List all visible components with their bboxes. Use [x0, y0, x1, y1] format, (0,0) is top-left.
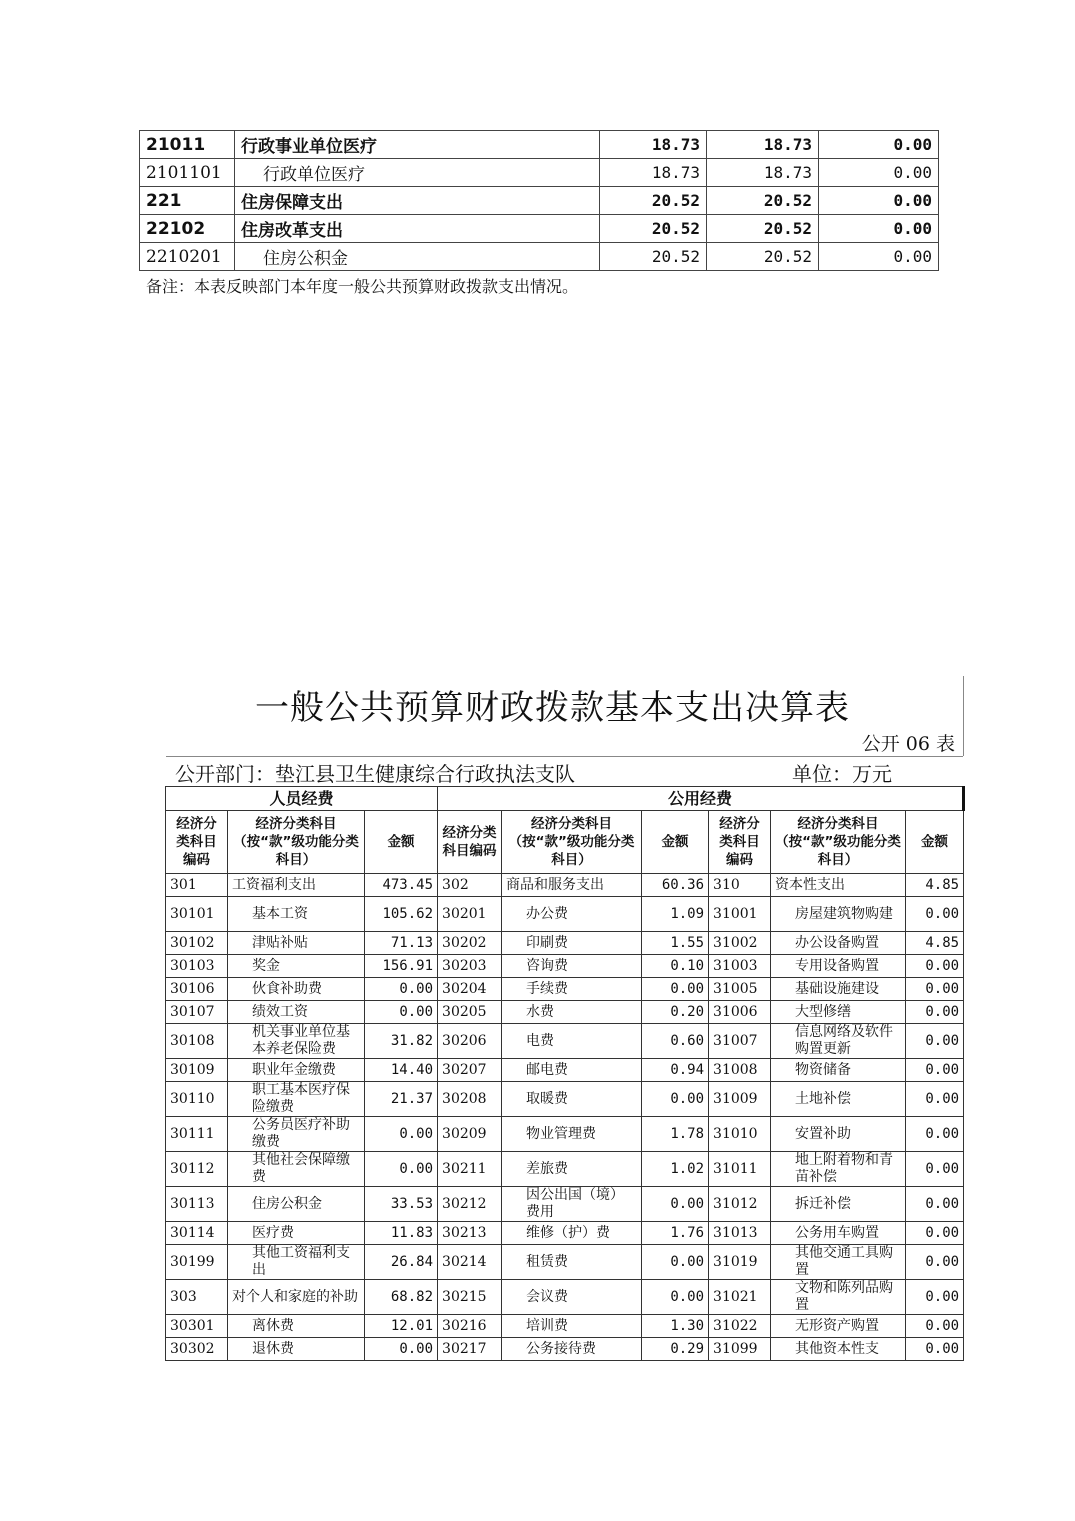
cell-code: 31006	[709, 1001, 771, 1024]
cell-name: 物资储备	[771, 1059, 906, 1082]
cell-name: 咨询费	[502, 955, 642, 978]
cell-name: 大型修缮	[771, 1001, 906, 1024]
cell-name: 其他工资福利支出	[228, 1245, 365, 1280]
cell-code: 30213	[438, 1222, 502, 1245]
table-row	[166, 874, 964, 897]
cell-name: 奖金	[228, 955, 365, 978]
row-value: 18.73	[600, 131, 707, 159]
cell-name: 租赁费	[502, 1245, 642, 1280]
row-value: 20.52	[600, 243, 707, 271]
cell-name: 机关事业单位基本养老保险费	[228, 1024, 365, 1059]
col-code-header: 经济分类科目编码	[709, 811, 771, 874]
cell-amount: 0.00	[906, 1059, 964, 1082]
cell-amount: 1.09	[642, 897, 709, 932]
cell-amount: 0.00	[365, 978, 438, 1001]
cell-code: 31013	[709, 1222, 771, 1245]
cell-amount: 0.00	[906, 1117, 964, 1152]
cell-code: 30201	[438, 897, 502, 932]
cell-amount: 60.36	[642, 874, 709, 897]
cell-code: 31001	[709, 897, 771, 932]
cell-code: 30215	[438, 1280, 502, 1315]
cell-amount: 0.00	[642, 978, 709, 1001]
cell-code: 30217	[438, 1338, 502, 1361]
table-row	[166, 1280, 964, 1315]
column-header-row	[166, 811, 964, 874]
cell-code: 30208	[438, 1082, 502, 1117]
cell-name: 差旅费	[502, 1152, 642, 1187]
cell-amount: 0.00	[906, 978, 964, 1001]
cell-amount: 0.00	[365, 1152, 438, 1187]
cell-amount: 1.76	[642, 1222, 709, 1245]
cell-amount: 0.00	[906, 1222, 964, 1245]
row-name: 住房公积金	[235, 243, 600, 271]
table-row	[166, 1082, 964, 1117]
table-row	[166, 1245, 964, 1280]
group-header-row	[166, 787, 964, 811]
cell-code: 302	[438, 874, 502, 897]
table-row	[140, 243, 939, 271]
cell-name: 医疗费	[228, 1222, 365, 1245]
cell-name: 培训费	[502, 1315, 642, 1338]
col-amount-header: 金额	[642, 811, 709, 874]
cell-code: 30101	[166, 897, 228, 932]
cell-code: 31002	[709, 932, 771, 955]
cell-name: 绩效工资	[228, 1001, 365, 1024]
cell-name: 职业年金缴费	[228, 1059, 365, 1082]
col-code-header: 经济分类科目编码	[438, 811, 502, 874]
cell-name: 离休费	[228, 1315, 365, 1338]
cell-amount: 0.94	[642, 1059, 709, 1082]
cell-amount: 0.00	[906, 1338, 964, 1361]
cell-amount: 11.83	[365, 1222, 438, 1245]
row-value: 20.52	[707, 215, 819, 243]
table-row	[166, 1222, 964, 1245]
cell-name: 其他社会保障缴费	[228, 1152, 365, 1187]
cell-name: 基础设施建设	[771, 978, 906, 1001]
cell-code: 31008	[709, 1059, 771, 1082]
table-row	[140, 131, 939, 159]
cell-code: 30103	[166, 955, 228, 978]
table-row	[166, 1338, 964, 1361]
table-row	[140, 187, 939, 215]
row-value: 20.52	[600, 215, 707, 243]
col-amount-header: 金额	[906, 811, 964, 874]
cell-amount: 0.00	[906, 1082, 964, 1117]
cell-name: 对个人和家庭的补助	[228, 1280, 365, 1315]
basic-expenditure-table	[165, 786, 965, 1361]
cell-name: 其他资本性支	[771, 1338, 906, 1361]
cell-code: 30212	[438, 1187, 502, 1222]
cell-name: 因公出国（境）费用	[502, 1187, 642, 1222]
report-title: 一般公共预算财政拨款基本支出决算表	[255, 688, 850, 728]
row-value: 20.52	[707, 187, 819, 215]
cell-name: 职工基本医疗保险缴费	[228, 1082, 365, 1117]
cell-code: 30203	[438, 955, 502, 978]
cell-amount: 4.85	[906, 874, 964, 897]
cell-amount: 0.00	[906, 955, 964, 978]
cell-amount: 0.00	[906, 1152, 964, 1187]
cell-amount: 0.00	[365, 1117, 438, 1152]
cell-code: 31005	[709, 978, 771, 1001]
cell-amount: 0.20	[642, 1001, 709, 1024]
group-personnel: 人员经费	[166, 787, 438, 811]
cell-code: 30207	[438, 1059, 502, 1082]
row-value: 18.73	[707, 159, 819, 187]
cell-code: 31099	[709, 1338, 771, 1361]
cell-name: 资本性支出	[771, 874, 906, 897]
table-row	[166, 1059, 964, 1082]
cell-code: 30211	[438, 1152, 502, 1187]
cell-amount: 473.45	[365, 874, 438, 897]
cell-code: 30301	[166, 1315, 228, 1338]
cell-amount: 0.00	[906, 1280, 964, 1315]
table-row	[166, 1152, 964, 1187]
row-value: 0.00	[819, 243, 939, 271]
cell-code: 30102	[166, 932, 228, 955]
cell-code: 30112	[166, 1152, 228, 1187]
row-name: 行政单位医疗	[235, 159, 600, 187]
cell-amount: 4.85	[906, 932, 964, 955]
cell-code: 31012	[709, 1187, 771, 1222]
cell-name: 文物和陈列品购置	[771, 1280, 906, 1315]
table-row	[166, 1001, 964, 1024]
col-name-header: 经济分类科目（按“款”级功能分类科目）	[228, 811, 365, 874]
cell-code: 30206	[438, 1024, 502, 1059]
cell-amount: 0.00	[906, 1245, 964, 1280]
cell-code: 30114	[166, 1222, 228, 1245]
cell-amount: 0.00	[642, 1082, 709, 1117]
cell-name: 取暖费	[502, 1082, 642, 1117]
row-name: 住房保障支出	[235, 187, 600, 215]
col-code-header: 经济分类科目编码	[166, 811, 228, 874]
table-row	[166, 897, 964, 932]
cell-name: 办公费	[502, 897, 642, 932]
cell-code: 30107	[166, 1001, 228, 1024]
cell-code: 30108	[166, 1024, 228, 1059]
cell-code: 31007	[709, 1024, 771, 1059]
table-row	[166, 1024, 964, 1059]
cell-amount: 0.00	[906, 897, 964, 932]
cell-amount: 31.82	[365, 1024, 438, 1059]
row-value: 20.52	[707, 243, 819, 271]
cell-code: 30302	[166, 1338, 228, 1361]
cell-amount: 26.84	[365, 1245, 438, 1280]
cell-amount: 0.00	[906, 1187, 964, 1222]
cell-name: 会议费	[502, 1280, 642, 1315]
row-value: 0.00	[819, 159, 939, 187]
cell-code: 30110	[166, 1082, 228, 1117]
table-row	[140, 215, 939, 243]
cell-amount: 0.00	[642, 1245, 709, 1280]
cell-name: 津贴补贴	[228, 932, 365, 955]
report-tag: 公开 06 表	[861, 733, 955, 755]
table-row	[166, 1117, 964, 1152]
cell-code: 31010	[709, 1117, 771, 1152]
cell-amount: 0.29	[642, 1338, 709, 1361]
cell-code: 30106	[166, 978, 228, 1001]
cell-amount: 1.78	[642, 1117, 709, 1152]
cell-amount: 14.40	[365, 1059, 438, 1082]
cell-name: 印刷费	[502, 932, 642, 955]
row-name: 住房改革支出	[235, 215, 600, 243]
row-value: 0.00	[819, 215, 939, 243]
cell-amount: 0.00	[906, 1315, 964, 1338]
cell-amount: 0.00	[365, 1338, 438, 1361]
cell-name: 办公设备购置	[771, 932, 906, 955]
cell-code: 31019	[709, 1245, 771, 1280]
cell-name: 安置补助	[771, 1117, 906, 1152]
cell-amount: 0.60	[642, 1024, 709, 1059]
cell-code: 31022	[709, 1315, 771, 1338]
cell-name: 公务用车购置	[771, 1222, 906, 1245]
cell-amount: 12.01	[365, 1315, 438, 1338]
cell-name: 退休费	[228, 1338, 365, 1361]
cell-name: 土地补偿	[771, 1082, 906, 1117]
row-code: 21011	[140, 131, 235, 159]
department-label: 公开部门：垫江县卫生健康综合行政执法支队	[175, 762, 575, 786]
cell-name: 公务接待费	[502, 1338, 642, 1361]
col-name-header: 经济分类科目（按“款”级功能分类科目）	[771, 811, 906, 874]
cell-amount: 21.37	[365, 1082, 438, 1117]
row-value: 18.73	[600, 159, 707, 187]
table-row	[166, 1187, 964, 1222]
cell-name: 电费	[502, 1024, 642, 1059]
cell-code: 30111	[166, 1117, 228, 1152]
cell-code: 30209	[438, 1117, 502, 1152]
cell-code: 31011	[709, 1152, 771, 1187]
row-value: 18.73	[707, 131, 819, 159]
row-code: 2101101	[140, 159, 235, 187]
cell-amount: 71.13	[365, 932, 438, 955]
table-row	[166, 932, 964, 955]
cell-amount: 0.10	[642, 955, 709, 978]
cell-code: 31003	[709, 955, 771, 978]
cell-amount: 1.55	[642, 932, 709, 955]
cell-name: 其他交通工具购置	[771, 1245, 906, 1280]
cell-name: 工资福利支出	[228, 874, 365, 897]
cell-code: 31009	[709, 1082, 771, 1117]
cell-code: 30202	[438, 932, 502, 955]
cell-code: 30204	[438, 978, 502, 1001]
cell-code: 30214	[438, 1245, 502, 1280]
unit-label: 单位：万元	[792, 762, 892, 786]
cell-code: 31021	[709, 1280, 771, 1315]
cell-name: 无形资产购置	[771, 1315, 906, 1338]
row-code: 22102	[140, 215, 235, 243]
table-row	[140, 159, 939, 187]
table-row	[166, 1315, 964, 1338]
col-name-header: 经济分类科目（按“款”级功能分类科目）	[502, 811, 642, 874]
cell-code: 303	[166, 1280, 228, 1315]
report-meta-row	[166, 756, 963, 785]
cell-code: 310	[709, 874, 771, 897]
cell-amount: 156.91	[365, 955, 438, 978]
cell-amount: 68.82	[365, 1280, 438, 1315]
cell-name: 专用设备购置	[771, 955, 906, 978]
table-row	[166, 978, 964, 1001]
cell-amount: 0.00	[642, 1280, 709, 1315]
cell-code: 30109	[166, 1059, 228, 1082]
cell-name: 商品和服务支出	[502, 874, 642, 897]
cell-amount: 0.00	[365, 1001, 438, 1024]
cell-name: 信息网络及软件购置更新	[771, 1024, 906, 1059]
cell-name: 物业管理费	[502, 1117, 642, 1152]
table-note: 备注：本表反映部门本年度一般公共预算财政拨款支出情况。	[146, 277, 579, 296]
table-row	[166, 955, 964, 978]
row-value: 20.52	[600, 187, 707, 215]
group-public: 公用经费	[438, 787, 964, 811]
budget-detail-table	[139, 130, 939, 271]
cell-amount: 33.53	[365, 1187, 438, 1222]
cell-name: 住房公积金	[228, 1187, 365, 1222]
cell-code: 30199	[166, 1245, 228, 1280]
row-code: 221	[140, 187, 235, 215]
cell-code: 30113	[166, 1187, 228, 1222]
cell-name: 邮电费	[502, 1059, 642, 1082]
cell-code: 30205	[438, 1001, 502, 1024]
cell-name: 公务员医疗补助缴费	[228, 1117, 365, 1152]
row-code: 2210201	[140, 243, 235, 271]
cell-amount: 0.00	[906, 1024, 964, 1059]
cell-name: 地上附着物和青苗补偿	[771, 1152, 906, 1187]
cell-name: 水费	[502, 1001, 642, 1024]
cell-amount: 0.00	[906, 1001, 964, 1024]
cell-amount: 1.02	[642, 1152, 709, 1187]
cell-code: 30216	[438, 1315, 502, 1338]
cell-code: 301	[166, 874, 228, 897]
row-value: 0.00	[819, 187, 939, 215]
cell-name: 拆迁补偿	[771, 1187, 906, 1222]
cell-name: 维修（护）费	[502, 1222, 642, 1245]
cell-amount: 105.62	[365, 897, 438, 932]
cell-name: 伙食补助费	[228, 978, 365, 1001]
cell-name: 手续费	[502, 978, 642, 1001]
cell-amount: 1.30	[642, 1315, 709, 1338]
row-name: 行政事业单位医疗	[235, 131, 600, 159]
cell-amount: 0.00	[642, 1187, 709, 1222]
row-value: 0.00	[819, 131, 939, 159]
col-amount-header: 金额	[365, 811, 438, 874]
cell-name: 基本工资	[228, 897, 365, 932]
cell-name: 房屋建筑物购建	[771, 897, 906, 932]
